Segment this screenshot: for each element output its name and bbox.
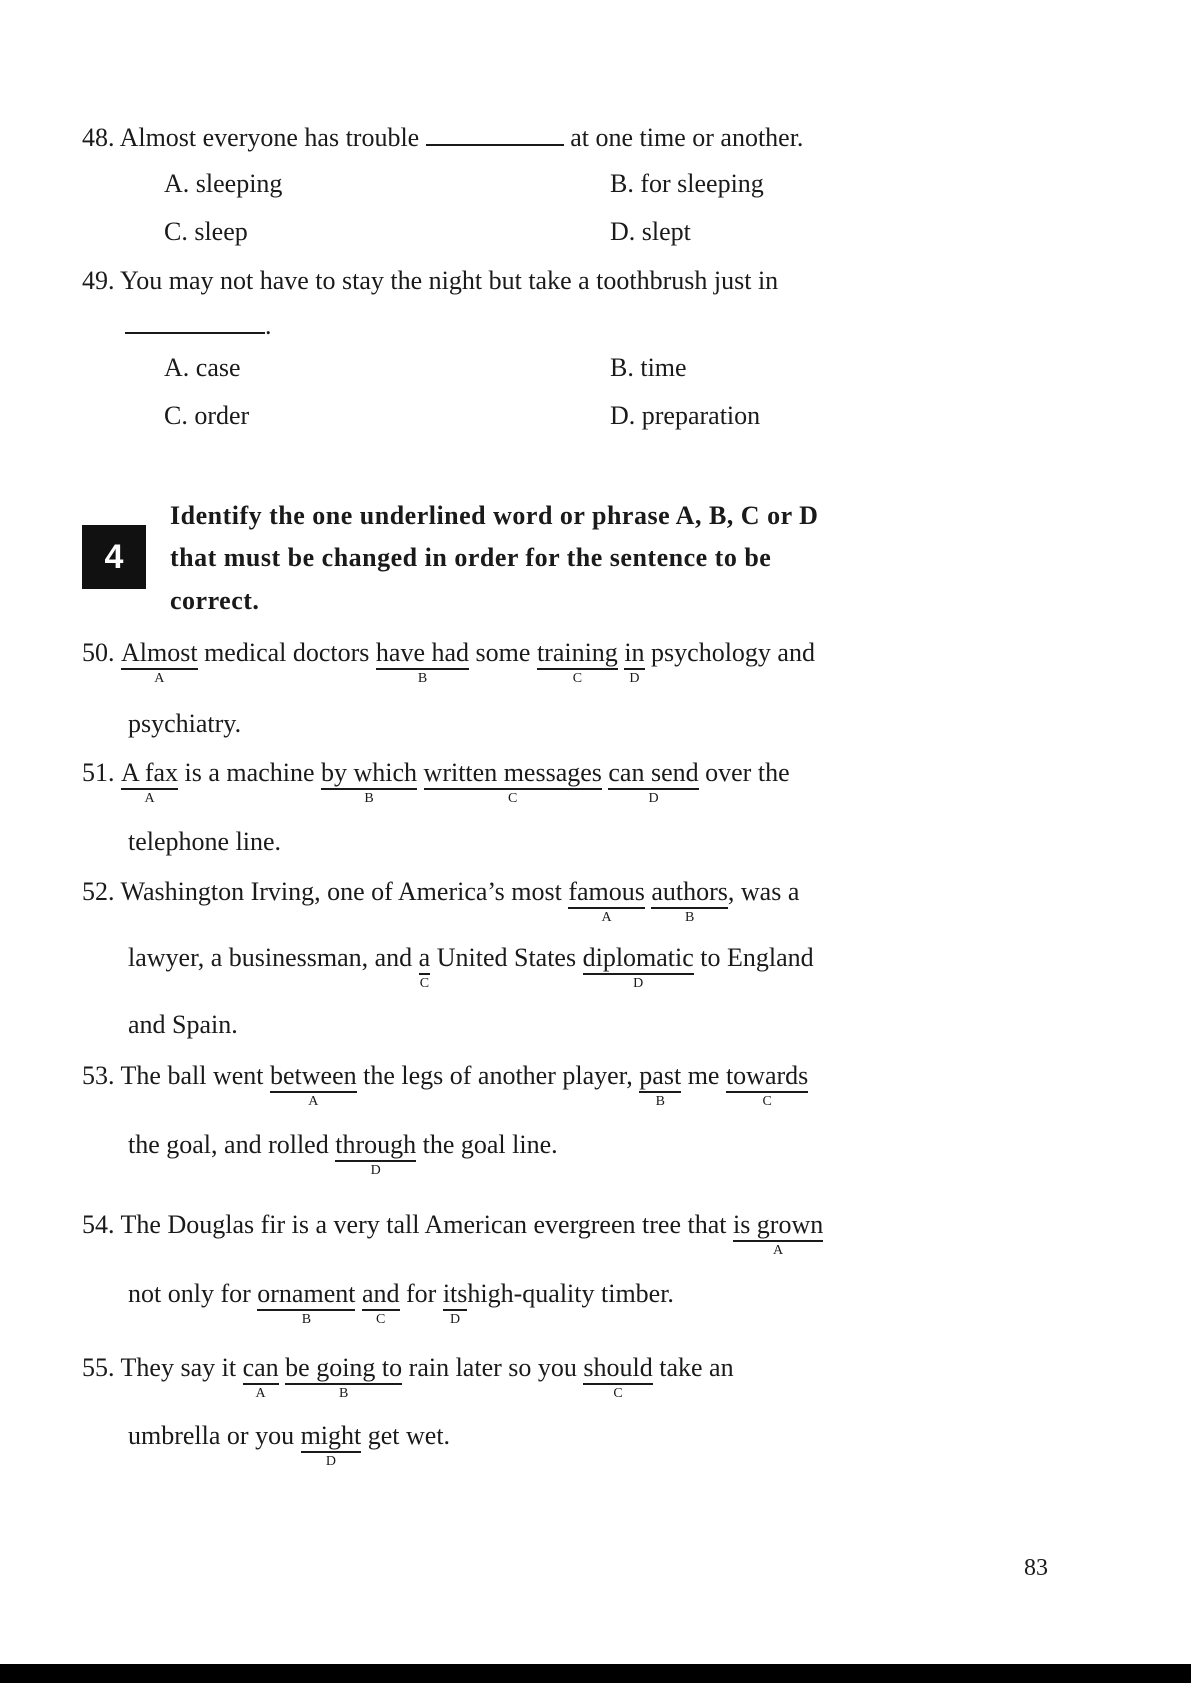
underlined-option-b: authors B bbox=[651, 877, 728, 925]
sentence-text: not only for bbox=[128, 1279, 251, 1308]
sentence-text: is a machine bbox=[184, 758, 315, 787]
underlined-option-d: its D bbox=[442, 1279, 468, 1327]
sentence-text: high-quality timber. bbox=[467, 1279, 674, 1308]
option-d: D. preparation bbox=[610, 401, 761, 430]
question-48 bbox=[82, 122, 803, 154]
underlined-option-a: Almost A bbox=[121, 638, 198, 686]
sentence-text: They say it bbox=[120, 1353, 237, 1382]
question-text: at one time or another. bbox=[570, 123, 804, 152]
sentence-text: me bbox=[687, 1061, 720, 1090]
underlined-option-a: can A bbox=[242, 1353, 279, 1401]
question-number: 49. bbox=[82, 266, 115, 295]
underlined-option-c: training C bbox=[536, 638, 618, 686]
section-number-badge: 4 bbox=[82, 525, 146, 589]
underlined-option-c: written messages C bbox=[423, 758, 602, 806]
sentence-text: for bbox=[406, 1279, 437, 1308]
question-51 bbox=[82, 757, 790, 806]
question-number: 50. bbox=[82, 638, 115, 667]
sentence-text: Washington Irving, one of America’s most bbox=[120, 877, 562, 906]
question-55 bbox=[82, 1352, 734, 1401]
option-b: B. time bbox=[610, 353, 687, 382]
option-c: C. sleep bbox=[164, 217, 248, 246]
question-number: 55. bbox=[82, 1353, 115, 1382]
sentence-text: rain later so you bbox=[408, 1353, 577, 1382]
sentence-text: get wet. bbox=[367, 1421, 451, 1450]
question-49 bbox=[82, 265, 778, 297]
underlined-option-d: through D bbox=[335, 1130, 417, 1178]
sentence-text: , was a bbox=[727, 877, 800, 906]
question-51-line-2: telephone line. bbox=[128, 827, 282, 856]
question-50 bbox=[82, 637, 815, 686]
option-d: D. slept bbox=[610, 217, 691, 246]
sentence-text: the legs of another player, bbox=[363, 1061, 633, 1090]
underlined-option-d: can send D bbox=[608, 758, 699, 806]
section-instruction-line-1: Identify the one underlined word or phrase A, B, C or D bbox=[170, 501, 819, 530]
question-text: You may not have to stay the night but take a toothbrush just in bbox=[120, 266, 779, 295]
question-number: 48. bbox=[82, 123, 115, 152]
underlined-option-c: should C bbox=[583, 1353, 653, 1401]
question-53 bbox=[82, 1060, 809, 1109]
sentence-text: take an bbox=[659, 1353, 734, 1382]
underlined-option-c: and C bbox=[361, 1279, 400, 1327]
sentence-text: The Douglas fir is a very tall American evergreen tree that bbox=[120, 1210, 727, 1239]
page-number: 83 bbox=[1024, 1555, 1048, 1581]
sentence-text: medical doctors bbox=[204, 638, 370, 667]
sentence-text: lawyer, a businessman, and bbox=[128, 943, 413, 972]
question-53-line-2 bbox=[128, 1129, 558, 1178]
sentence-text: to England bbox=[700, 943, 814, 972]
answer-blank bbox=[426, 122, 564, 146]
sentence-text: The ball went bbox=[120, 1061, 264, 1090]
underlined-option-c: towards C bbox=[725, 1061, 809, 1109]
sentence-text: United States bbox=[436, 943, 577, 972]
scan-border bbox=[0, 1664, 1191, 1683]
question-number: 54. bbox=[82, 1210, 115, 1239]
question-52 bbox=[82, 876, 800, 925]
underlined-option-a: is grown A bbox=[732, 1210, 824, 1258]
question-52-line-2 bbox=[128, 942, 814, 991]
question-54 bbox=[82, 1209, 824, 1258]
underlined-option-b: past B bbox=[639, 1061, 682, 1109]
question-end: . bbox=[265, 311, 272, 340]
question-number: 52. bbox=[82, 877, 115, 906]
underlined-option-a: A fax A bbox=[121, 758, 179, 806]
underlined-option-d: in D bbox=[624, 638, 645, 686]
section-instruction-line-3: correct. bbox=[170, 586, 260, 615]
underlined-option-d: diplomatic D bbox=[582, 943, 694, 991]
underlined-option-d: might D bbox=[300, 1421, 362, 1469]
answer-blank bbox=[125, 310, 265, 334]
option-a: A. case bbox=[164, 353, 241, 382]
underlined-option-b: have had B bbox=[375, 638, 470, 686]
option-b: B. for sleeping bbox=[610, 169, 764, 198]
underlined-option-a: between A bbox=[269, 1061, 357, 1109]
sentence-text: umbrella or you bbox=[128, 1421, 295, 1450]
question-54-line-2 bbox=[128, 1278, 674, 1327]
underlined-option-c: a C bbox=[418, 943, 431, 991]
question-52-line-3: and Spain. bbox=[128, 1010, 238, 1039]
underlined-option-b: ornament B bbox=[257, 1279, 356, 1327]
option-c: C. order bbox=[164, 401, 250, 430]
sentence-text: the goal, and rolled bbox=[128, 1130, 329, 1159]
underlined-option-b: by which B bbox=[321, 758, 418, 806]
section-instruction-line-2: that must be changed in order for the sentence to be bbox=[170, 543, 772, 572]
sentence-text: psychology and bbox=[651, 638, 815, 667]
underlined-option-a: famous A bbox=[568, 877, 645, 925]
question-55-line-2 bbox=[128, 1420, 451, 1469]
question-number: 53. bbox=[82, 1061, 115, 1090]
question-text: Almost everyone has trouble bbox=[119, 123, 420, 152]
question-number: 51. bbox=[82, 758, 115, 787]
underlined-option-b: be going to B bbox=[285, 1353, 403, 1401]
sentence-text: some bbox=[475, 638, 531, 667]
sentence-text: over the bbox=[705, 758, 790, 787]
question-50-line-2: psychiatry. bbox=[128, 709, 242, 738]
sentence-text: the goal line. bbox=[422, 1130, 558, 1159]
question-49-blank-line bbox=[125, 310, 272, 342]
option-a: A. sleeping bbox=[164, 169, 283, 198]
